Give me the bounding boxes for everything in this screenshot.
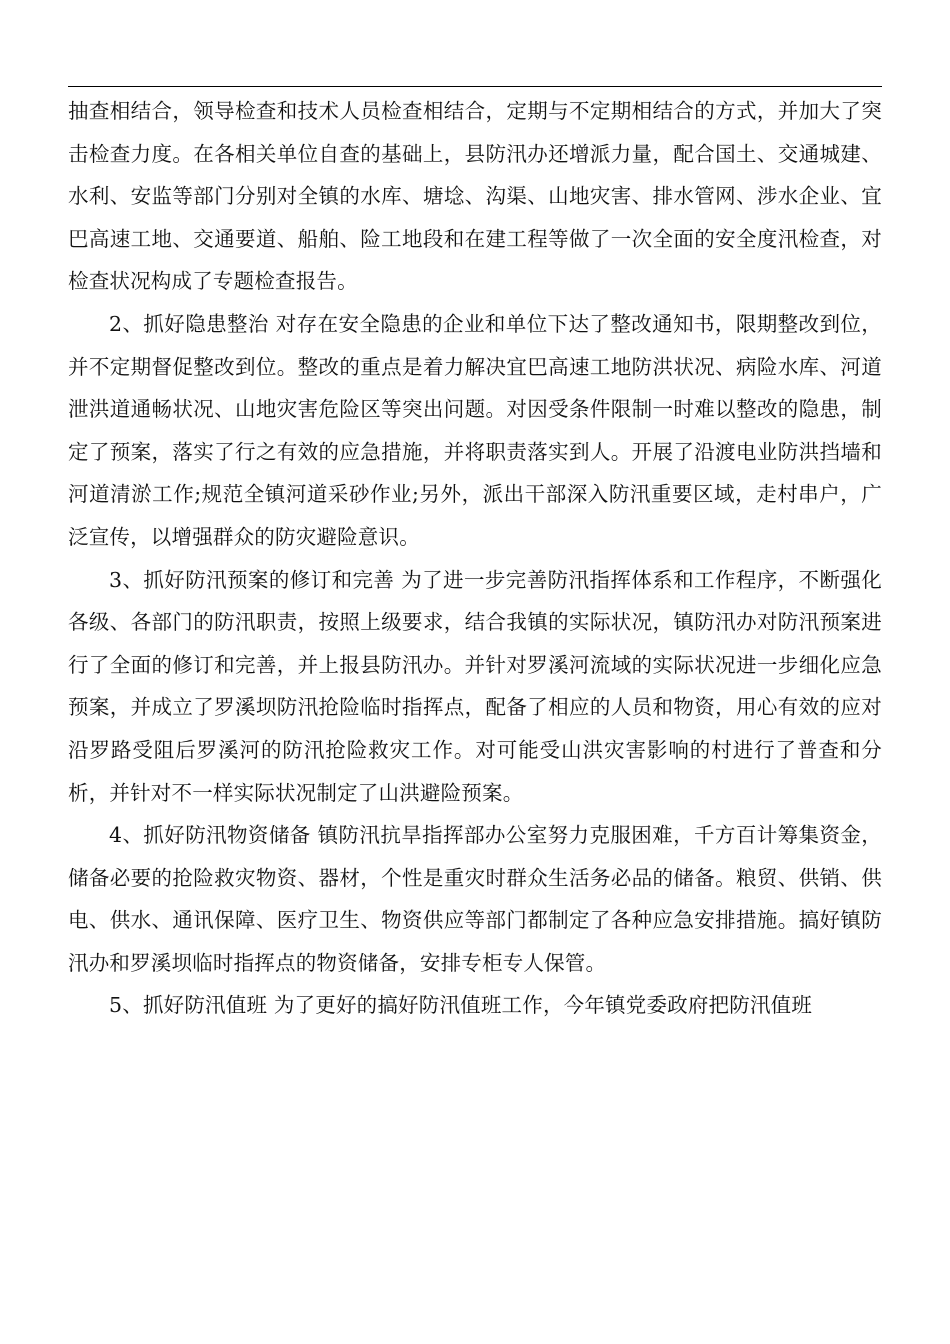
paragraph-inspection-continued: 抽查相结合，领导检查和技术人员检查相结合，定期与不定期相结合的方式，并加大了突击检查力度。在各相关单位自查的基础上，县防汛办还增派力量，配合国土、交通城建、水利、安监等部门分别对全镇的水库、塘埝、沟渠、山地灾害、排水管网、涉水企业、宜巴高速工地、交通要道、船舶、险工地段和在建工程等做了一次全面的安全度汛检查，对检查状况构成了专题检查报告。 xyxy=(68,99,882,294)
paragraph-material-reserve: 4、抓好防汛物资储备 镇防汛抗旱指挥部办公室努力克服困难，千方百计筹集资金，储备必要的抢险救灾物资、器材，个性是重灾时群众生活务必品的储备。粮贸、供销、供电、供水、通讯保障、医疗卫生、物资供应等部门都制定了各种应急安排措施。搞好镇防汛办和罗溪坝临时指挥点的物资储备，安排专柜专人保管。 xyxy=(68,823,882,975)
document-body xyxy=(68,90,882,1027)
paragraph-flood-duty: 5、抓好防汛值班 为了更好的搞好防汛值班工作，今年镇党委政府把防汛值班 xyxy=(109,993,813,1018)
paragraph-hazard-rectification: 2、抓好隐患整治 对存在安全隐患的企业和单位下达了整改通知书，限期整改到位，并不定期督促整改到位。整改的重点是着力解决宜巴高速工地防洪状况、病险水库、河道泄洪道通畅状况、山地灾害危险区等突出问题。对因受条件限制一时难以整改的隐患，制定了预案，落实了行之有效的应急措施，并将职责落实到人。开展了沿渡电业防洪挡墙和河道清淤工作;规范全镇河道采砂作业;另外，派出干部深入防汛重要区域，走村串户，广泛宣传，以增强群众的防灾避险意识。 xyxy=(68,311,882,549)
header-rule xyxy=(68,86,882,87)
paragraph-flood-plan-revision: 3、抓好防汛预案的修订和完善 为了进一步完善防汛指挥体系和工作程序，不断强化各级、各部门的防汛职责，按照上级要求，结合我镇的实际状况，镇防汛办对防汛预案进行了全面的修订和完善，并上报县防汛办。并针对罗溪河流域的实际状况进一步细化应急预案，并成立了罗溪坝防汛抢险临时指挥点，配备了相应的人员和物资，用心有效的应对沿罗路受阻后罗溪河的防汛抢险救灾工作。对可能受山洪灾害影响的村进行了普查和分析，并针对不一样实际状况制定了山洪避险预案。 xyxy=(68,567,882,805)
